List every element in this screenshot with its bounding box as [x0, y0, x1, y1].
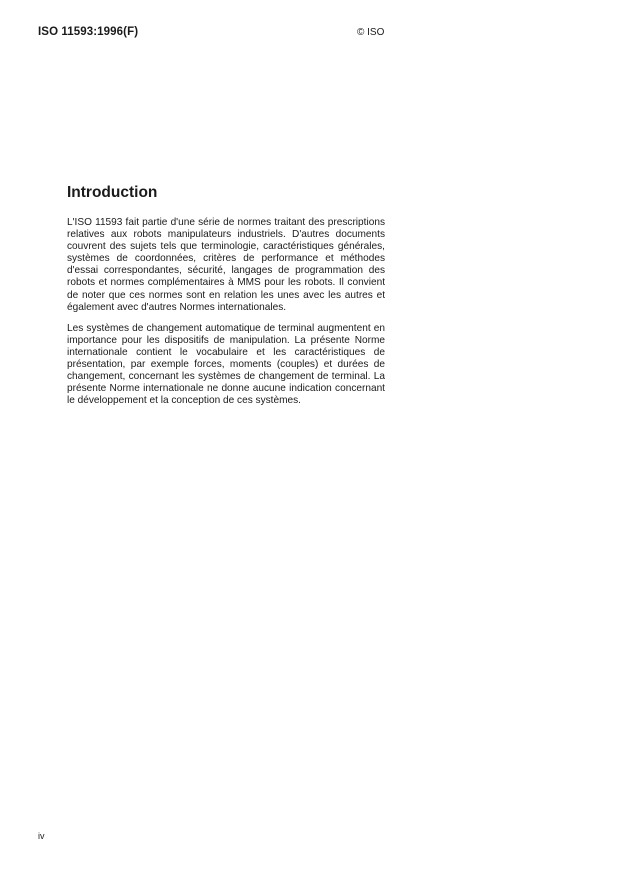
section-body — [67, 217, 385, 416]
section-title: Introduction — [67, 184, 158, 201]
paragraph: Les systèmes de changement automatique de terminal augmentent en importance pour les dispositifs de manipulation. La présente Norme internationale contient le vocabulaire et les caractéristiques de présentation, par exemple forces, moments (couples) et durées de changement, concernant les systèmes de changement de terminal. La présente Norme internationale ne donne aucune indication concernant le développement et la conception de ces systèmes. — [67, 322, 385, 407]
paragraph: L'ISO 11593 fait partie d'une série de normes traitant des prescriptions relatives aux robots manipulateurs industriels. D'autres documents couvrent des sujets tels que terminologie, caractéristiques générales, systèmes de coordonnées, critères de performance et méthodes d'essai correspondantes, sécurité, langages de programmation des robots et normes complémentaires à MMS pour les robots. Il convient de noter que ces normes sont en relation les unes avec les autres et également avec d'autres Normes internationales. — [67, 217, 385, 313]
standard-id: ISO 11593:1996(F) — [38, 26, 139, 38]
page-number: iv — [38, 831, 45, 841]
copyright-notice: © ISO — [357, 27, 385, 38]
